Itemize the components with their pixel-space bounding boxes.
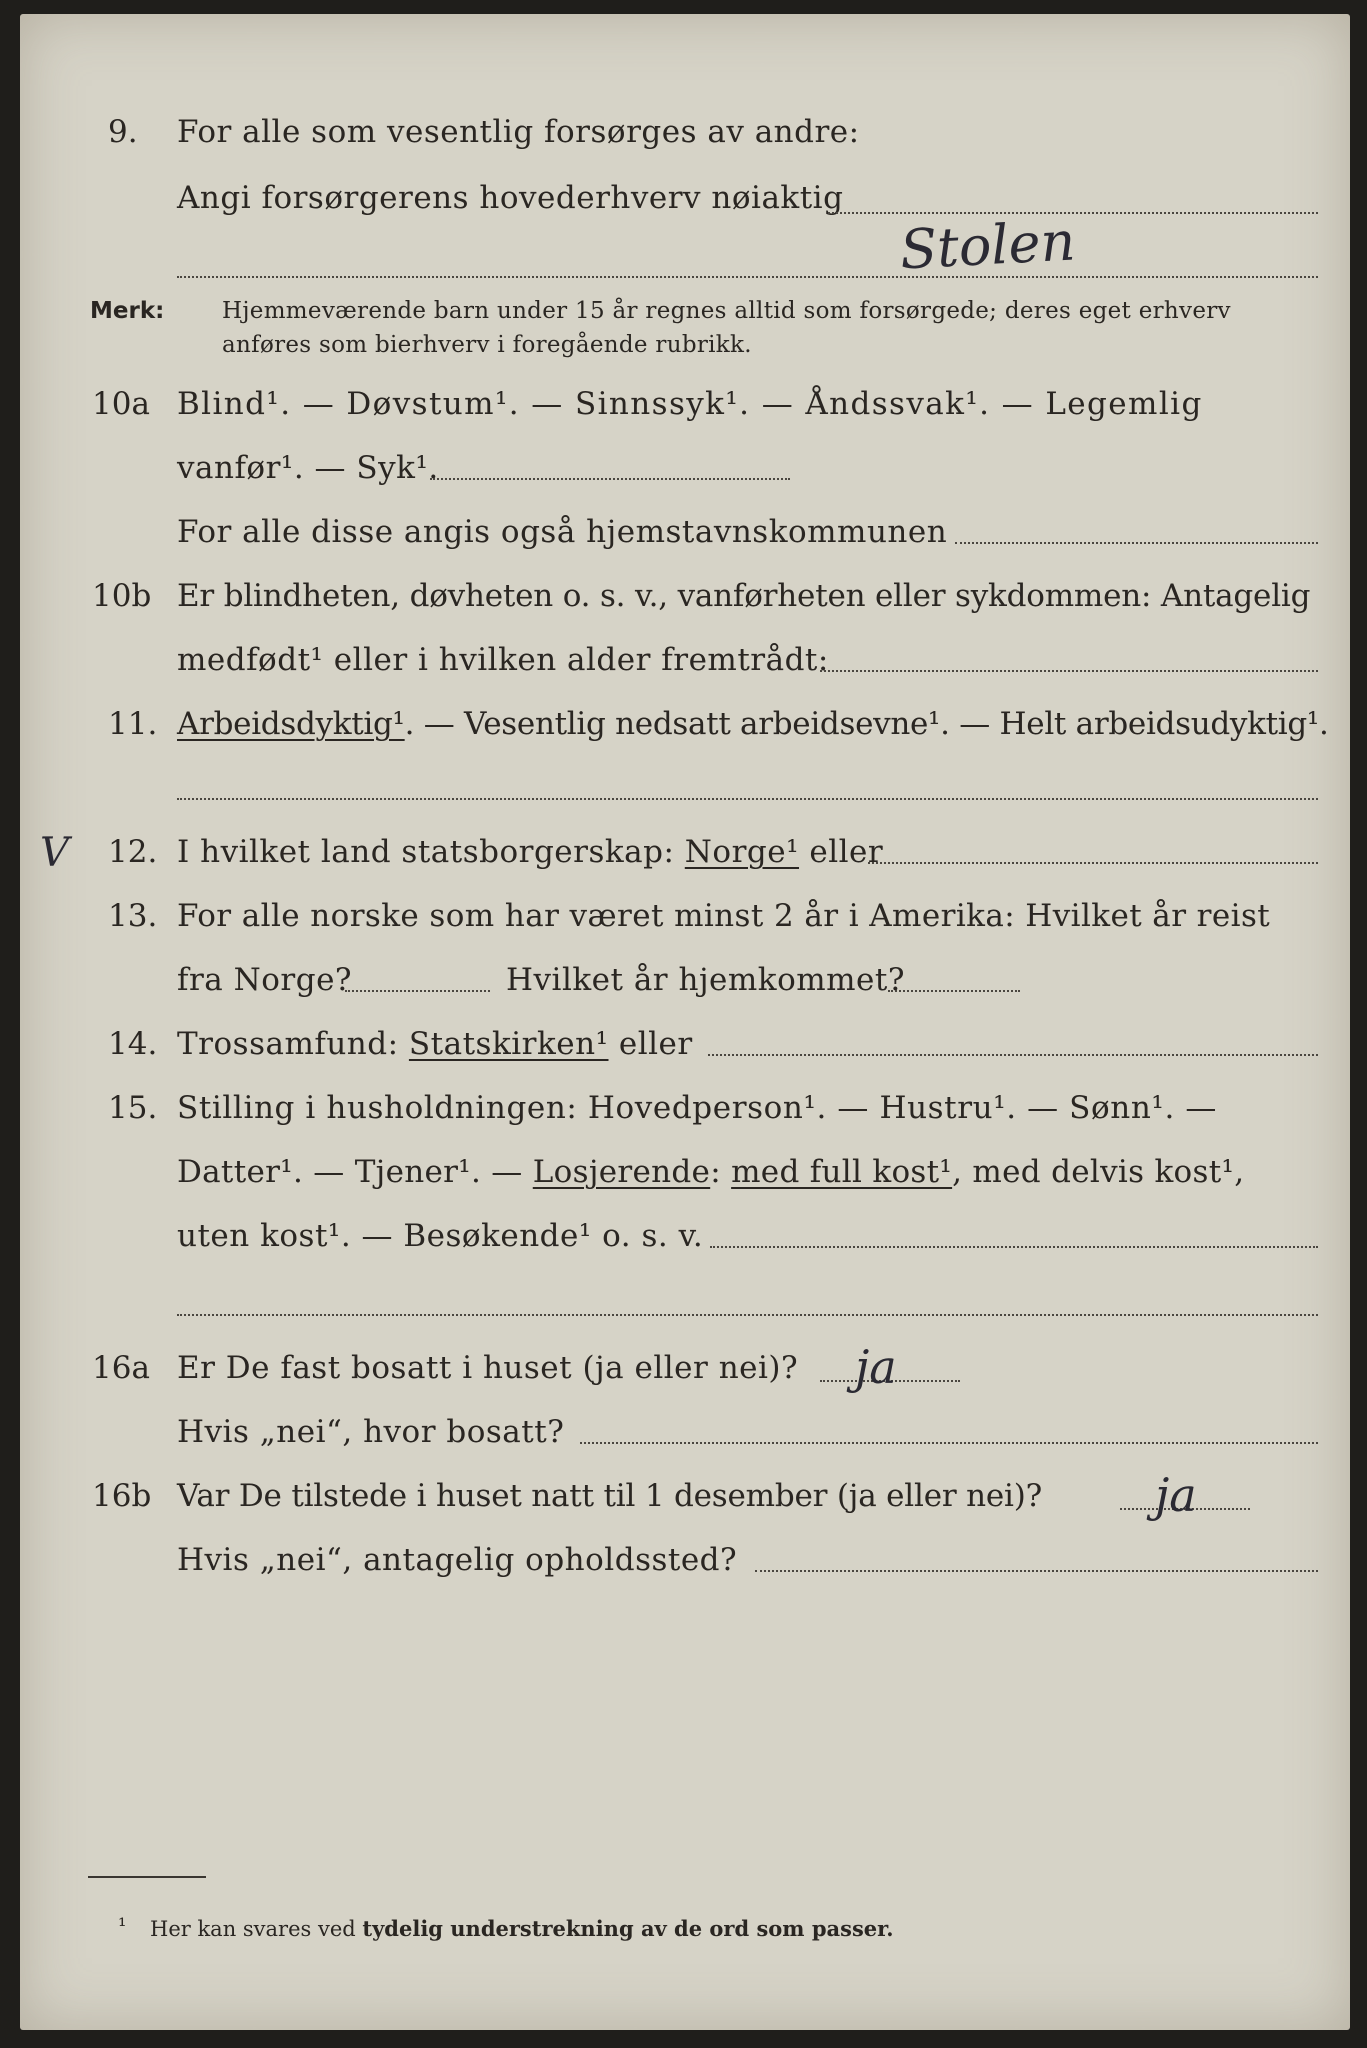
q13-number: 13.: [108, 898, 158, 934]
q12-number: 12.: [108, 834, 158, 870]
q16b-line2: Hvis „nei“, antagelig opholdssted?: [177, 1542, 738, 1578]
q10b-line1: Er blindheten, døvheten o. s. v., vanførheten eller sykdommen: Antagelig: [177, 578, 1311, 614]
q16a-bosatt-line: [580, 1442, 1318, 1444]
q10b-answer-line: [820, 670, 1318, 672]
q10a-line3: For alle disse angis også hjemstavnskommunen: [177, 514, 948, 550]
q13-hjemkommet-line: [888, 990, 1020, 992]
q14-answer-line: [708, 1054, 1318, 1056]
q14-text: [177, 1026, 693, 1062]
q9-handwritten-answer: Stolen: [898, 209, 1077, 282]
q15-line2: [177, 1154, 1244, 1190]
q16a-line1: Er De fast bosatt i huset (ja eller nei)?: [177, 1350, 799, 1386]
q9-number: 9.: [108, 114, 138, 150]
q13-reist-line: [345, 990, 490, 992]
q14-question: Trossamfund:: [177, 1026, 409, 1062]
q13-line2b: Hvilket år hjemkommet?: [506, 962, 905, 998]
q14-number: 14.: [108, 1026, 158, 1062]
q16a-number: 16a: [92, 1350, 150, 1386]
q11-answer-line: [177, 798, 1318, 800]
q15-number: 15.: [108, 1090, 158, 1126]
merk-line1: Hjemmeværende barn under 15 år regnes alltid som forsørgede; deres eget erhverv: [222, 298, 1231, 324]
q15-line2e: , med delvis kost¹,: [952, 1154, 1245, 1190]
footnote-rule: [88, 1876, 206, 1878]
q15-line1: Stilling i husholdningen: Hovedperson¹. — Hustru¹. — Sønn¹. —: [177, 1090, 1217, 1126]
q10a-syk-line: [430, 478, 790, 480]
q10b-line2: medfødt¹ eller i hvilken alder fremtrådt:: [177, 642, 829, 678]
q16a-handwritten-answer: ja: [855, 1340, 897, 1394]
q9-line2: Angi forsørgerens hovederhverv nøiaktig: [177, 180, 844, 216]
q13-line1: For alle norske som har været minst 2 år i Amerika: Hvilket år reist: [177, 898, 1271, 934]
q11-number: 11.: [108, 706, 158, 742]
merk-label: Merk:: [90, 298, 165, 324]
q9-line1: For alle som vesentlig forsørges av andre:: [177, 114, 860, 150]
q14-underlined-answer: Statskirken¹: [408, 1026, 609, 1062]
q15-answer-line: [710, 1246, 1318, 1248]
q16a-line2: Hvis „nei“, hvor bosatt?: [177, 1414, 565, 1450]
q14-eller: eller: [608, 1026, 693, 1062]
q16b-line1: Var De tilstede i huset natt til 1 desember (ja eller nei)?: [177, 1478, 1043, 1514]
q11-underlined-answer: Arbeidsdyktig¹: [177, 706, 405, 742]
q11-rest: . — Vesentlig nedsatt arbeidsevne¹. — Helt arbeidsudyktig¹.: [404, 706, 1329, 742]
q10a-line1: Blind¹. — Døvstum¹. — Sinnssyk¹. — Åndssvak¹. — Legemlig: [177, 386, 1203, 422]
census-form-page: [20, 14, 1350, 2030]
footnote-part2: tydelig understrekning av de ord som passer.: [362, 1916, 894, 1941]
q16b-opholdssted-line: [755, 1570, 1318, 1572]
q10a-kommune-line: [955, 542, 1318, 544]
footnote-mark: ¹: [118, 1914, 127, 1938]
q15-underlined-full-kost: med full kost¹: [731, 1154, 953, 1190]
q15-line3: uten kost¹. — Besøkende¹ o. s. v.: [177, 1218, 704, 1254]
q11-text: [177, 706, 1329, 742]
footnote-part1: Her kan svares ved: [150, 1917, 363, 1941]
q12-question: I hvilket land statsborgerskap:: [177, 834, 685, 870]
q15-line2a: Datter¹. — Tjener¹. —: [177, 1154, 533, 1190]
q15-second-line: [177, 1314, 1318, 1316]
q12-text: [177, 834, 883, 870]
q12-check-mark: V: [40, 830, 69, 876]
q15-underlined-losjerende: Losjerende: [532, 1154, 711, 1190]
q16b-handwritten-answer: ja: [1155, 1468, 1197, 1522]
q9-second-line: [177, 276, 1318, 278]
q10a-number: 10a: [92, 386, 150, 422]
q10b-number: 10b: [92, 578, 152, 614]
merk-line2: anføres som bierhverv i foregående rubrikk.: [222, 332, 752, 358]
q10a-line2: vanfør¹. — Syk¹.: [177, 450, 439, 486]
q13-line2a: fra Norge?: [177, 962, 353, 998]
q16b-number: 16b: [92, 1478, 152, 1514]
q12-underlined-answer: Norge¹: [684, 834, 800, 870]
q15-colon: :: [710, 1154, 732, 1190]
footnote-text: [150, 1916, 894, 1941]
q12-eller: eller: [799, 834, 884, 870]
q12-answer-line: [868, 862, 1318, 864]
